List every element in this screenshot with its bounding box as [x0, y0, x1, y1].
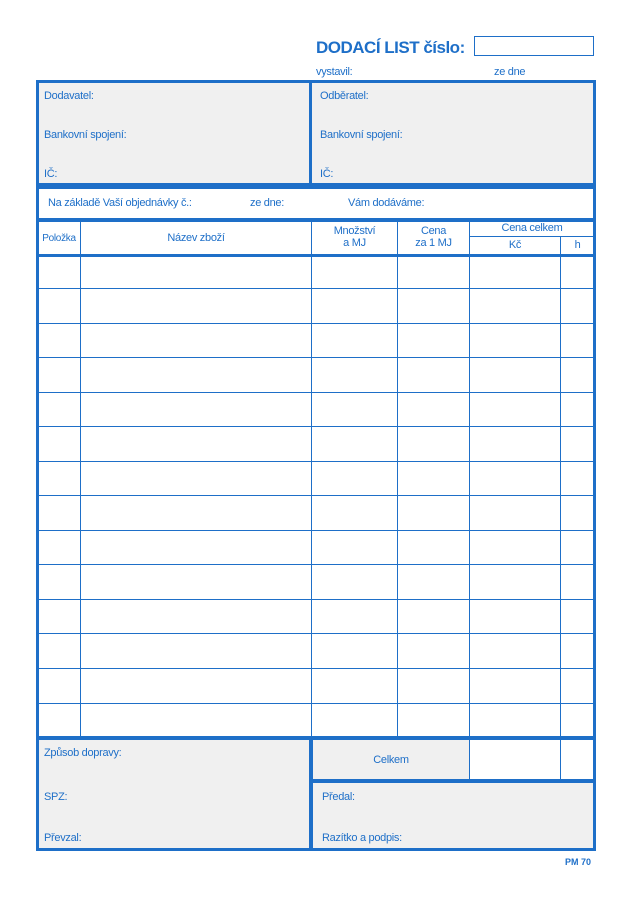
table-row[interactable] — [38, 599, 594, 600]
col-divider-name — [311, 219, 312, 737]
table-row[interactable] — [38, 564, 594, 565]
document-number-field[interactable] — [474, 36, 594, 56]
col-divider-kc — [560, 236, 561, 737]
table-row[interactable] — [38, 357, 594, 358]
col-divider-item — [80, 219, 81, 737]
form-code: PM 70 — [565, 857, 592, 867]
total-label: Celkem — [373, 754, 409, 766]
total-divider-1 — [469, 740, 470, 779]
order-number-label: Na základě Vaší objednávky č.: — [48, 197, 192, 209]
table-row[interactable] — [38, 288, 594, 289]
table-row[interactable] — [38, 530, 594, 531]
parties-divider — [309, 80, 312, 186]
table-row[interactable] — [38, 668, 594, 669]
col-header-h: h — [574, 239, 581, 251]
document-title: DODACÍ LIST číslo: — [316, 38, 465, 57]
table-row[interactable] — [38, 392, 594, 393]
col-header-price-2: za 1 MJ — [415, 237, 452, 249]
we-deliver-label: Vám dodáváme: — [348, 197, 425, 209]
total-divider-2 — [560, 740, 561, 779]
customer-label: Odběratel: — [320, 90, 369, 102]
total-subheader-divider — [469, 236, 594, 237]
customer-id-label: IČ: — [320, 168, 334, 180]
col-header-price-1: Cena — [420, 225, 447, 237]
col-header-kc: Kč — [508, 239, 522, 251]
transport-label: Způsob dopravy: — [44, 747, 122, 759]
col-header-item: Položka — [42, 233, 76, 244]
supplier-bank-label: Bankovní spojení: — [44, 129, 127, 141]
handed-label: Předal: — [322, 791, 355, 803]
col-divider-qty — [397, 219, 398, 737]
col-header-qty-2: a MJ — [343, 237, 366, 249]
items-table — [36, 219, 596, 739]
table-row[interactable] — [38, 495, 594, 496]
supplier-label: Dodavatel: — [44, 90, 94, 102]
received-label: Převzal: — [44, 832, 82, 844]
issue-date-label: ze dne — [494, 66, 526, 78]
table-row[interactable] — [38, 703, 594, 704]
customer-bank-label: Bankovní spojení: — [320, 129, 403, 141]
col-header-total: Cena celkem — [501, 222, 563, 234]
col-header-name: Název zboží — [167, 232, 225, 244]
stamp-signature-label: Razítko a podpis: — [322, 832, 402, 844]
table-row[interactable] — [38, 633, 594, 634]
table-row[interactable] — [38, 323, 594, 324]
col-header-qty-1: Množství — [333, 225, 376, 237]
order-date-label: ze dne: — [250, 197, 284, 209]
supplier-id-label: IČ: — [44, 168, 58, 180]
spz-label: SPZ: — [44, 791, 68, 803]
table-row[interactable] — [38, 426, 594, 427]
table-row[interactable] — [38, 461, 594, 462]
issued-by-label: vystavil: — [316, 66, 353, 78]
table-header-divider — [36, 254, 596, 257]
col-divider-price — [469, 219, 470, 737]
